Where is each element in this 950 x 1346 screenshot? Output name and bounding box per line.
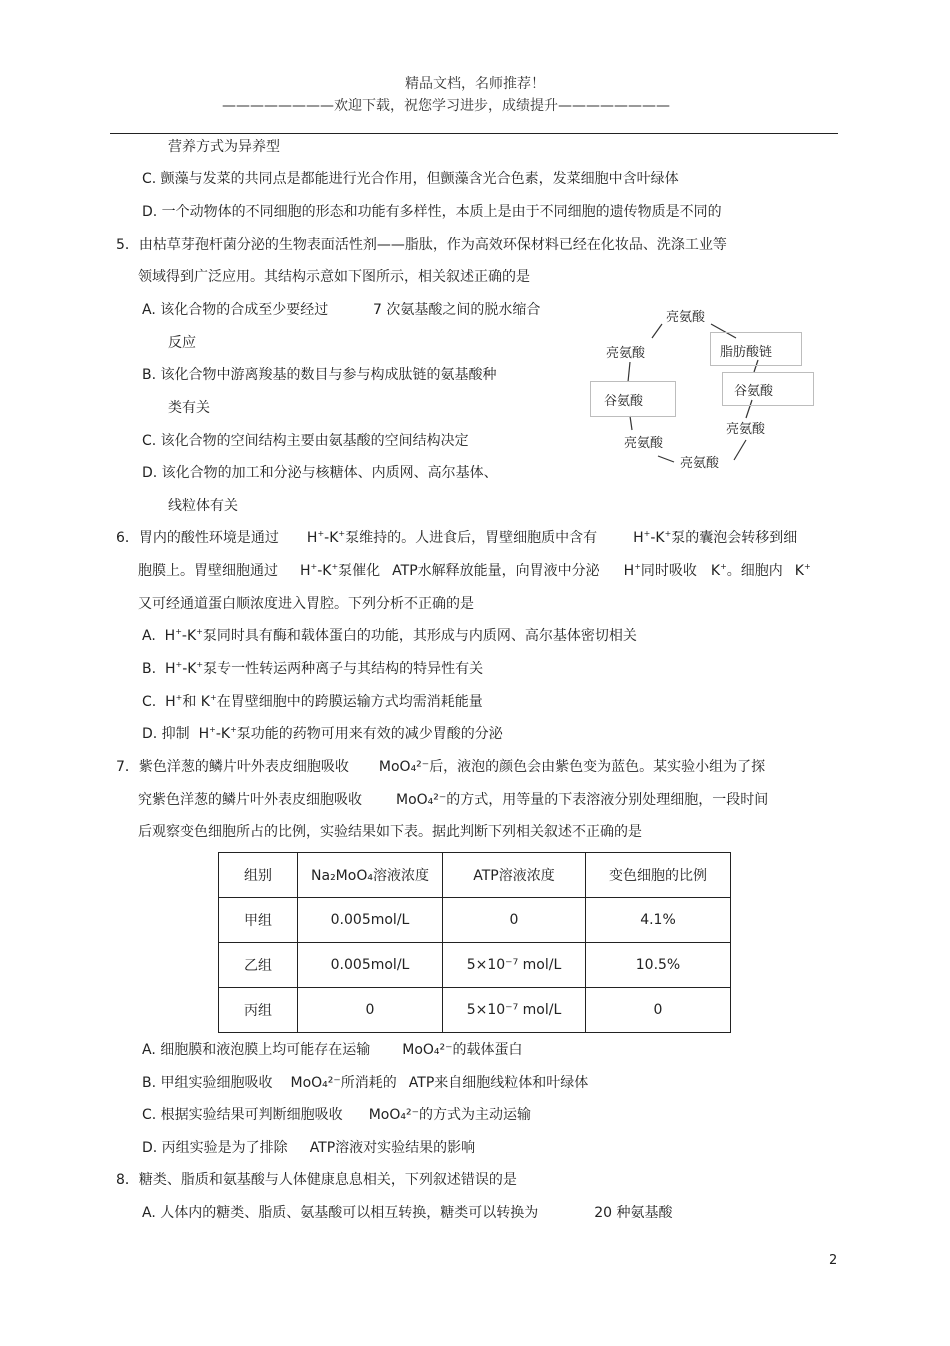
table-cell: 丙组 — [219, 988, 298, 1033]
molybdate-ion: MoO₄²⁻ — [368, 1107, 419, 1123]
table-cell: 甲组 — [219, 898, 298, 943]
table-header-cell: ATP溶液浓度 — [443, 853, 586, 898]
q7-option-b: B. 甲组实验细胞吸收 MoO₄²⁻所消耗的 ATP来自细胞线粒体和叶绿体 — [142, 1075, 589, 1091]
diagram-leu-left: 亮氨酸 — [606, 346, 646, 361]
q5-option-b-cont: 类有关 — [168, 400, 210, 416]
diagram-glu-left: 谷氨酸 — [604, 394, 644, 409]
table-cell: 0 — [298, 988, 443, 1033]
table-cell: 5×10⁻⁷ mol/L — [443, 943, 586, 988]
table-header-cell: 变色细胞的比例 — [586, 853, 731, 898]
q7-stem-line-2: 究紫色洋葱的鳞片叶外表皮细胞吸收 MoO₄²⁻的方式，用等量的下表溶液分别处理细胞，一段时间 — [138, 792, 769, 808]
table-header-row — [219, 853, 731, 898]
table-cell: 4.1% — [586, 898, 731, 943]
q5-stem-line-1: 5．由枯草芽孢杆菌分泌的生物表面活性剂——脂肽，作为高效环保材料已经在化妆品、洗涤工业等 — [116, 237, 727, 253]
table-row — [219, 988, 731, 1033]
table-cell: 0 — [586, 988, 731, 1033]
table-row — [219, 943, 731, 988]
experiment-table — [218, 852, 731, 1033]
molybdate-ion: MoO₄²⁻ — [290, 1075, 341, 1091]
header-line-2: ————————欢迎下载，祝您学习进步，成绩提升———————— — [222, 98, 670, 114]
q6-option-a: A. H+-K+泵同时具有酶和载体蛋白的功能，其形成与内质网、高尔基体密切相关 — [142, 627, 637, 644]
q8-option-a: A. 人体内的糖类、脂质、氨基酸可以相互转换，糖类可以转换为 20 种氨基酸 — [142, 1205, 673, 1221]
q5-option-a-cont: 反应 — [168, 335, 196, 351]
q7-option-c: C. 根据实验结果可判断细胞吸收 MoO₄²⁻的方式为主动运输 — [142, 1107, 531, 1123]
table-cell: 0.005mol/L — [298, 943, 443, 988]
q5-option-d: D. 该化合物的加工和分泌与核糖体、内质网、高尔基体、 — [142, 465, 498, 481]
q8-stem: 8．糖类、脂质和氨基酸与人体健康息息相关，下列叙述错误的是 — [116, 1172, 517, 1188]
q5-stem-line-2: 领域得到广泛应用。其结构示意如下图所示，相关叙述正确的是 — [138, 269, 530, 285]
q6-option-c: C. H+和 K+在胃壁细胞中的跨膜运输方式均需消耗能量 — [142, 693, 483, 710]
diagram-glu-right: 谷氨酸 — [734, 384, 774, 399]
q7-option-a: A. 细胞膜和液泡膜上均可能存在运输 MoO₄²⁻的载体蛋白 — [142, 1042, 523, 1058]
table-cell: 5×10⁻⁷ mol/L — [443, 988, 586, 1033]
table-header-cell: Na₂MoO₄溶液浓度 — [298, 853, 443, 898]
page-number: 2 — [829, 1253, 838, 1268]
q5-option-a-tail: 7 次氨基酸之间的脱水缩合 — [373, 302, 541, 318]
q4-option-c: C. 颤藻与发菜的共同点是都能进行光合作用，但颤藻含光合色素，发菜细胞中含叶绿体 — [142, 171, 679, 187]
q4-option-d: D. 一个动物体的不同细胞的形态和功能有多样性，本质上是由于不同细胞的遗传物质是不同的 — [142, 204, 722, 220]
lipopeptide-diagram — [586, 298, 826, 478]
molybdate-ion: MoO₄²⁻ — [402, 1042, 453, 1058]
q6-stem-line-3: 又可经通道蛋白顺浓度进入胃腔。下列分析不正确的是 — [138, 596, 474, 612]
table-cell: 0 — [443, 898, 586, 943]
q5-option-d-cont: 线粒体有关 — [168, 498, 238, 514]
diagram-leu-right: 亮氨酸 — [726, 422, 766, 437]
q7-stem-line-3: 后观察变色细胞所占的比例，实验结果如下表。据此判断下列相关叙述不正确的是 — [138, 824, 642, 840]
q6-option-d: D. 抑制 H+-K+泵功能的药物可用来有效的减少胃酸的分泌 — [142, 725, 503, 742]
table-cell: 10.5% — [586, 943, 731, 988]
diagram-leu-top: 亮氨酸 — [666, 310, 706, 325]
q5-option-a: A. 该化合物的合成至少要经过 — [142, 302, 329, 318]
diagram-fatty-acid: 脂肪酸链 — [720, 345, 773, 360]
q4-continuation: 营养方式为异养型 — [168, 139, 280, 155]
q6-stem-line-1: 6．胃内的酸性环境是通过 H+-K+泵维持的。人进食后，胃壁细胞质中含有 H+-K+泵的囊泡会转移到细 — [116, 529, 798, 546]
q5-option-b: B. 该化合物中游离羧基的数目与参与构成肽链的氨基酸种 — [142, 367, 497, 383]
molybdate-ion: MoO₄²⁻ — [396, 792, 447, 808]
table-row — [219, 898, 731, 943]
table-cell: 乙组 — [219, 943, 298, 988]
diagram-leu-bottom-left: 亮氨酸 — [624, 436, 664, 451]
diagram-leu-bottom: 亮氨酸 — [680, 456, 720, 471]
molybdate-ion: MoO₄²⁻ — [378, 759, 430, 775]
header-rule — [110, 133, 838, 134]
table-cell: 0.005mol/L — [298, 898, 443, 943]
q7-option-d: D. 丙组实验是为了排除 ATP溶液对实验结果的影响 — [142, 1140, 476, 1156]
q6-stem-line-2: 胞膜上。胃壁细胞通过 H+-K+泵催化 ATP水解释放能量，向胃液中分泌 H+同时吸收 K+。细胞内 K+ — [138, 562, 811, 579]
q6-option-b: B. H+-K+泵专一性转运两种离子与其结构的特异性有关 — [142, 660, 484, 677]
q7-stem-line-1: 7．紫色洋葱的鳞片叶外表皮细胞吸收 MoO₄²⁻后，液泡的颜色会由紫色变为蓝色。某实验小组为了探 — [116, 759, 766, 775]
header-line-1: 精品文档，名师推荐！ — [405, 76, 545, 92]
q5-option-c: C. 该化合物的空间结构主要由氨基酸的空间结构决定 — [142, 433, 469, 449]
table-header-cell: 组别 — [219, 853, 298, 898]
